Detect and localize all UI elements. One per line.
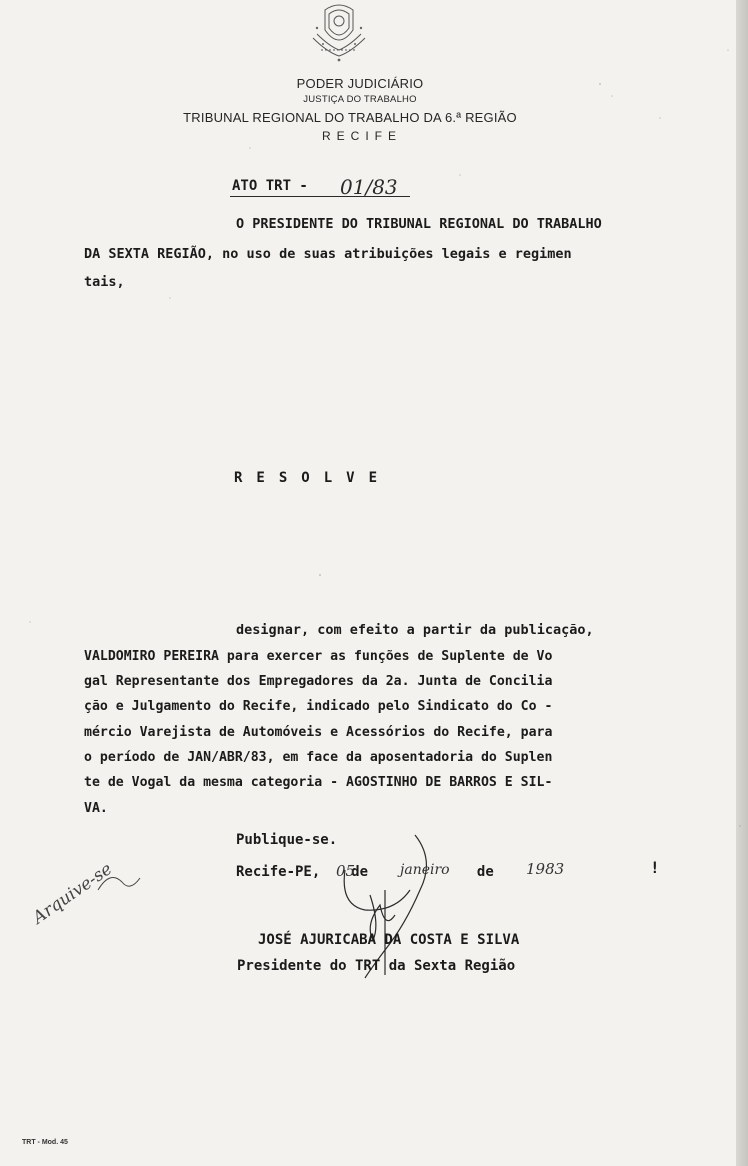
date-mid: de bbox=[351, 864, 369, 880]
body-line: ção e Julgamento do Recife, indicado pelo Sindicato do Co - bbox=[84, 699, 553, 714]
header-justice: JUSTIÇA DO TRABALHO bbox=[303, 94, 417, 105]
body-line: mércio Varejista de Automóveis e Acessórios do Recife, para bbox=[84, 725, 553, 740]
coat-of-arms-seal bbox=[303, 0, 375, 64]
body-line: o período de JAN/ABR/83, em face da aposentadoria do Suplen bbox=[84, 750, 553, 765]
intro-line-1: O PRESIDENTE DO TRIBUNAL REGIONAL DO TRABALHO bbox=[236, 216, 602, 232]
date-suffix: de bbox=[476, 864, 494, 880]
header-tribunal: TRIBUNAL REGIONAL DO TRABALHO DA 6.ª REGIÃO bbox=[183, 110, 517, 125]
header-branch: PODER JUDICIÁRIO bbox=[296, 76, 424, 91]
margin-annotation bbox=[10, 830, 160, 940]
act-number-handwritten bbox=[330, 160, 440, 204]
margin-note-text: Arquive-se bbox=[29, 859, 117, 929]
intro-line-2: DA SEXTA REGIÃO, no uso de suas atribuições legais e regimen bbox=[84, 246, 572, 262]
act-number-text: 01/83 bbox=[340, 175, 398, 199]
signer-title: Presidente do TRT da Sexta Região bbox=[237, 958, 516, 974]
body-line: VALDOMIRO PEREIRA para exercer as funções de Suplente de Vo bbox=[84, 649, 553, 664]
hand-day: 05 bbox=[336, 862, 356, 880]
hand-month: janeiro bbox=[400, 862, 450, 878]
mark-exclamation: ! bbox=[650, 858, 660, 877]
publique-text: Publique-se. bbox=[236, 832, 338, 848]
resolve-heading: RESOLVE bbox=[234, 470, 392, 486]
hand-year: 1983 bbox=[526, 860, 565, 878]
body-line: te de Vogal da mesma categoria - AGOSTINHO DE BARROS E SIL- bbox=[84, 775, 553, 790]
date-prefix: Recife-PE, bbox=[236, 864, 321, 880]
body-line: gal Representante dos Empregadores da 2a. Junta de Concilia bbox=[84, 674, 553, 689]
form-model-footer: TRT - Mod. 45 bbox=[22, 1139, 68, 1146]
header-city: RECIFE bbox=[321, 129, 402, 143]
intro-line-3: tais, bbox=[84, 274, 125, 290]
body-line: designar, com efeito a partir da publicação, bbox=[236, 622, 594, 638]
signer-name: JOSÉ AJURICABA DA COSTA E SILVA bbox=[258, 932, 520, 948]
scan-edge bbox=[736, 0, 748, 1166]
body-line: VA. bbox=[84, 801, 108, 816]
act-label: ATO TRT - bbox=[232, 178, 308, 194]
